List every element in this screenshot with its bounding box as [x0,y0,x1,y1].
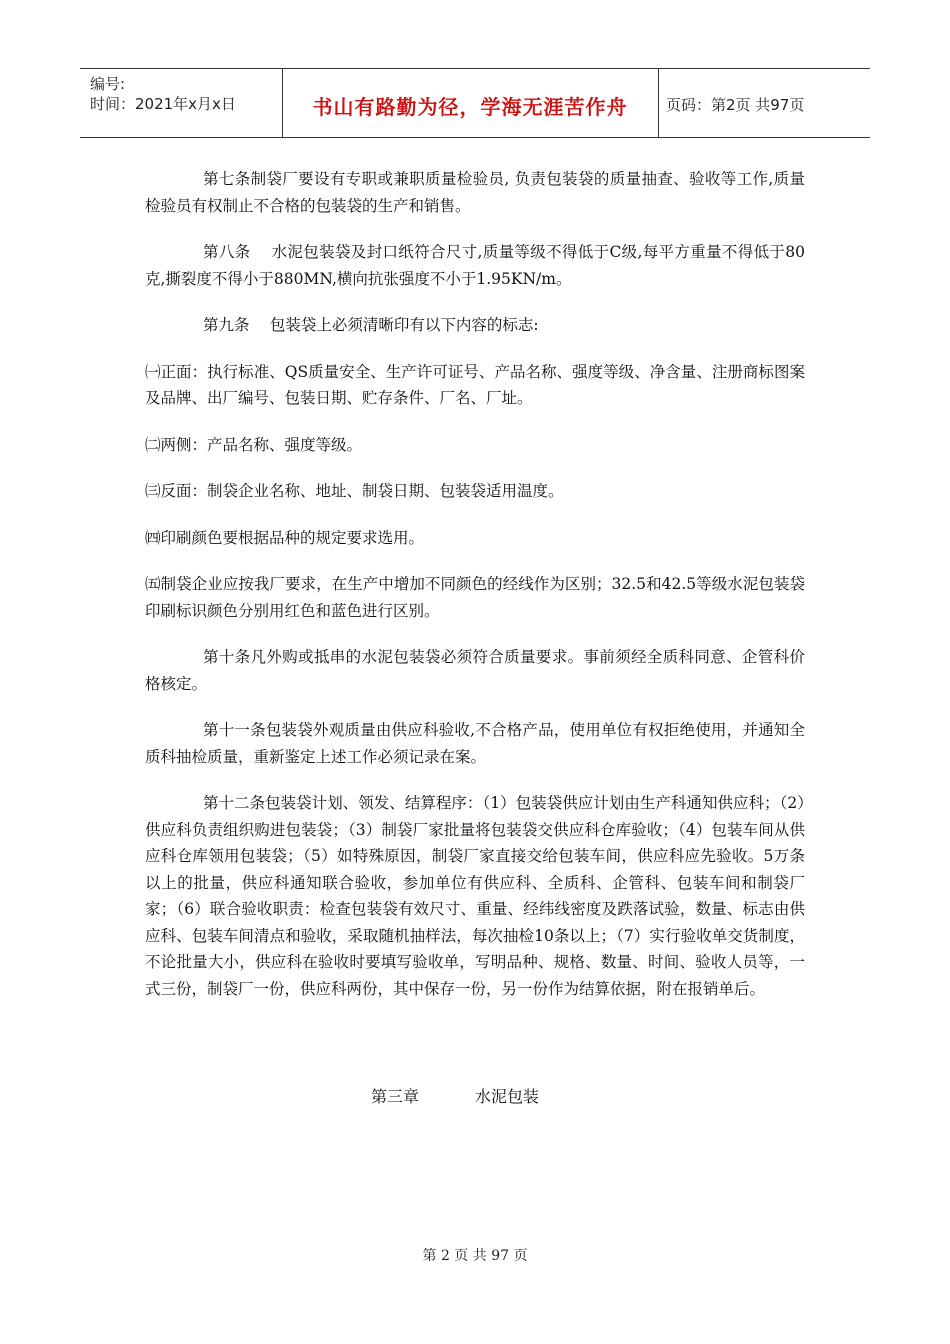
document-time-label: 时间：2021年x月x日 [90,95,236,113]
page-header [80,68,870,138]
header-page-cell [658,69,870,137]
article-11-paragraph: 第十一条包装袋外观质量由供应科验收,不合格产品，使用单位有权拒绝使用，并通知全质科抽检质量，重新鉴定上述工作必须记录在案。 [145,721,805,766]
document-body [145,166,805,1022]
article-10-paragraph: 第十条凡外购或抵串的水泥包装袋必须符合质量要求。事前须经全质科同意、企管科价格核定。 [145,648,805,693]
list-item-warp-color: ㈤制袋企业应按我厂要求，在生产中增加不同颜色的经线作为区别；32.5和42.5等级水泥包装袋印刷标识颜色分别用红色和蓝色进行区别。 [145,575,805,620]
article-8-paragraph: 第八条 水泥包装袋及封口纸符合尺寸,质量等级不得低于C级,每平方重量不得低于80克,撕裂度不得小于880MN,横向抗张强度不小于1.95KN/m。 [145,243,805,288]
list-item-print-color: ㈣印刷颜色要根据品种的规定要求选用。 [145,528,425,547]
header-meta-cell [80,69,283,137]
list-item-front: ㈠正面：执行标准、QS质量安全、生产许可证号、产品名称、强度等级、净含量、注册商标图案及品牌、出厂编号、包装日期、贮存条件、厂名、厂址。 [145,362,805,407]
article-12-paragraph: 第十二条包装袋计划、领发、结算程序：（1）包装袋供应计划由生产科通知供应科；（2）供应科负责组织购进包装袋；（3）制袋厂家批量将包装袋交供应科仓库验收；（4）包装车间从供应科仓库领用包装袋；（5）如特殊原因，制袋厂家直接交给包装车间，供应科应先验收。5万条以上的批量，供应科通知联合验收，参加单位有供应科、全质科、企管科、包装车间和制袋厂家；（6）联合验收职责：检查包装袋有效尺寸、重量、经纬线密度及跌落试验，数量、标志由供应科、包装车间清点和验收，采取随机抽样法，每次抽检10条以上；（7）实行验收单交货制度，不论批量大小，供应科在验收时要填写验收单，写明品种、规格、数量、时间、验收人员等，一式三份，制袋厂一份，供应科两份，其中保存一份，另一份作为结算依据，附在报销单后。 [145,794,805,998]
document-number-label: 编号: [90,75,126,93]
chapter-title: 水泥包装 [475,1087,540,1106]
header-motto: 书山有路勤为径，学海无涯苦作舟 [312,95,628,119]
list-item-back: ㈢反面：制袋企业名称、地址、制袋日期、包装袋适用温度。 [145,482,564,500]
page-footer: 第 2 页 共 97 页 [422,1248,528,1264]
article-7-paragraph: 第七条制袋厂要设有专职或兼职质量检验员, 负责包装袋的质量抽查、验收等工作,质量检验员有权制止不合格的包装袋的生产和销售。 [145,170,805,215]
article-9-paragraph: 第九条 包装袋上必须清晰印有以下内容的标志: [203,316,539,334]
chapter-heading [371,1084,539,1107]
list-item-sides: ㈡两侧：产品名称、强度等级。 [145,435,363,454]
header-motto-cell [282,69,659,137]
header-page-info: 页码：第2页 共97页 [666,96,805,114]
chapter-number: 第三章 [371,1087,420,1106]
